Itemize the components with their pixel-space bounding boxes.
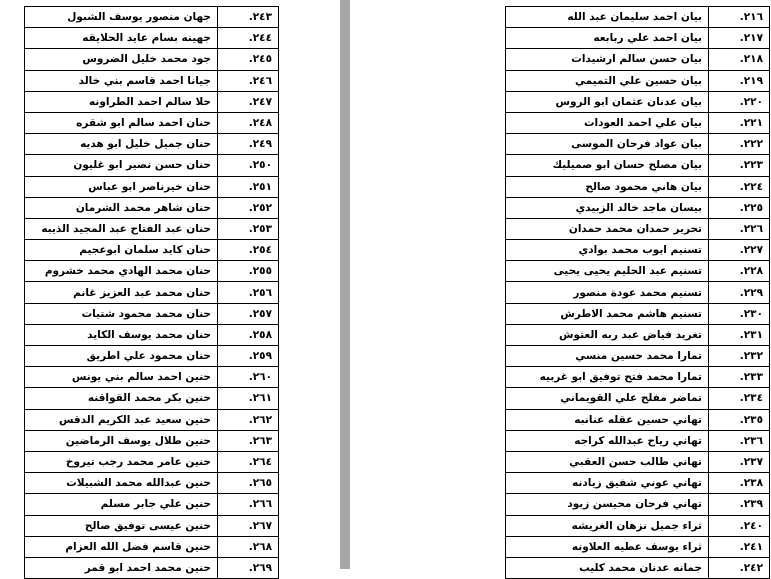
- student-name: حنين سعيد عبد الكريم الدقس: [25, 409, 218, 430]
- row-number: ٢١٨.: [709, 49, 770, 70]
- table-row: [506, 515, 770, 536]
- student-name: ثراء يوسف عطيه العلاونه: [506, 536, 709, 557]
- row-number: ٢٤١.: [709, 536, 770, 557]
- student-name: تهاني رياح عبدالله كراجه: [506, 430, 709, 451]
- student-name: تهاني عوني شفيق زيادنه: [506, 473, 709, 494]
- table-row: [25, 261, 279, 282]
- table-row: [25, 112, 279, 133]
- row-number: ٢٢٨.: [709, 261, 770, 282]
- student-name: بيان علي احمد العودات: [506, 112, 709, 133]
- names-table-right: [505, 6, 770, 579]
- row-number: ٢٦٤.: [218, 451, 279, 472]
- table-row: [506, 49, 770, 70]
- table-row: [25, 515, 279, 536]
- student-name: بيان هاني محمود صالح: [506, 176, 709, 197]
- row-number: ٢٢٠.: [709, 91, 770, 112]
- row-number: ٢٣٤.: [709, 388, 770, 409]
- table-row: [506, 91, 770, 112]
- row-number: ٢٦٩.: [218, 557, 279, 578]
- student-name: حنان كايد سلمان ابوعجيم: [25, 240, 218, 261]
- table-row: [506, 473, 770, 494]
- student-name: حنان محمود علي اطريق: [25, 346, 218, 367]
- student-name: تهاني فرحان محيسن زيود: [506, 494, 709, 515]
- row-number: ٢٣٣.: [709, 367, 770, 388]
- table-row: [506, 388, 770, 409]
- student-name: بيان حسين علي التميمي: [506, 70, 709, 91]
- student-name: حنين عبدالله محمد الشبيلات: [25, 473, 218, 494]
- table-row: [25, 91, 279, 112]
- student-name: حنين محمد احمد ابو قمر: [25, 557, 218, 578]
- table-row: [506, 367, 770, 388]
- table-row: [506, 536, 770, 557]
- row-number: ٢٥٥.: [218, 261, 279, 282]
- row-number: ٢٥٢.: [218, 197, 279, 218]
- row-number: ٢٢٧.: [709, 240, 770, 261]
- student-name: حنان حسن نصير ابو غليون: [25, 155, 218, 176]
- right-page: [350, 0, 771, 574]
- table-row: [25, 536, 279, 557]
- student-name: جهان منصور يوسف الشبول: [25, 7, 218, 28]
- row-number: ٢٥٣.: [218, 218, 279, 239]
- student-name: بيان عواد فرحان الموسى: [506, 134, 709, 155]
- row-number: ٢٤٣.: [218, 7, 279, 28]
- student-name: بيان احمد سليمان عبد الله: [506, 7, 709, 28]
- row-number: ٢٥٦.: [218, 282, 279, 303]
- student-name: حنين احمد سالم بني يونس: [25, 367, 218, 388]
- table-row: [25, 303, 279, 324]
- row-number: ٢٤٩.: [218, 134, 279, 155]
- row-number: ٢٣٦.: [709, 430, 770, 451]
- table-row: [506, 557, 770, 578]
- student-name: جهينه بسام عايد الحلايقه: [25, 28, 218, 49]
- row-number: ٢٦١.: [218, 388, 279, 409]
- student-name: حنين بكر محمد القواقنه: [25, 388, 218, 409]
- row-number: ٢١٧.: [709, 28, 770, 49]
- table-row: [25, 388, 279, 409]
- row-number: ٢٣٩.: [709, 494, 770, 515]
- table-row: [506, 176, 770, 197]
- student-name: جود محمد خليل الضروس: [25, 49, 218, 70]
- row-number: ٢٤٢.: [709, 557, 770, 578]
- row-number: ٢٣٥.: [709, 409, 770, 430]
- table-row: [25, 430, 279, 451]
- student-name: حنين عامر محمد رجب تيروخ: [25, 451, 218, 472]
- row-number: ٢٢٦.: [709, 218, 770, 239]
- student-name: حنان شاهر محمد الشرمان: [25, 197, 218, 218]
- student-name: تمارا محمد فتح توفيق ابو غربيه: [506, 367, 709, 388]
- row-number: ٢٦٣.: [218, 430, 279, 451]
- row-number: ٢٥٩.: [218, 346, 279, 367]
- table-row: [506, 282, 770, 303]
- student-name: حنان جميل خليل ابو هديه: [25, 134, 218, 155]
- student-name: بيسان ماجد خالد الزبيدي: [506, 197, 709, 218]
- table-row: [506, 409, 770, 430]
- row-number: ٢٢٢.: [709, 134, 770, 155]
- row-number: ٢٦٧.: [218, 515, 279, 536]
- row-number: ٢١٩.: [709, 70, 770, 91]
- row-number: ٢٦٢.: [218, 409, 279, 430]
- student-name: حنان محمد محمود شتيات: [25, 303, 218, 324]
- row-number: ٢٦٥.: [218, 473, 279, 494]
- table-row: [506, 494, 770, 515]
- student-name: ثراء جميل نزهان الغريشه: [506, 515, 709, 536]
- row-number: ٢٤٧.: [218, 91, 279, 112]
- table-row: [25, 70, 279, 91]
- row-number: ٢٣٨.: [709, 473, 770, 494]
- row-number: ٢٤٤.: [218, 28, 279, 49]
- table-row: [506, 7, 770, 28]
- row-number: ٢٥٠.: [218, 155, 279, 176]
- table-row: [506, 112, 770, 133]
- student-name: تسنيم عبد الحليم يحيى يحيى: [506, 261, 709, 282]
- student-name: حنان محمد عبد العزيز غانم: [25, 282, 218, 303]
- row-number: ٢٣٧.: [709, 451, 770, 472]
- student-name: تهاني حسين عقله عنانبه: [506, 409, 709, 430]
- row-number: ٢٢٩.: [709, 282, 770, 303]
- table-row: [25, 176, 279, 197]
- page-gutter: [340, 0, 350, 569]
- student-name: تحرير حمدان محمد حمدان: [506, 218, 709, 239]
- student-name: حنين طلال يوسف الرماضين: [25, 430, 218, 451]
- student-name: حنان عبد الفتاح عبد المجيد الذيبه: [25, 218, 218, 239]
- row-number: ٢٥١.: [218, 176, 279, 197]
- table-row: [25, 346, 279, 367]
- student-name: بيان عدنان عثمان ابو الروس: [506, 91, 709, 112]
- table-row: [25, 155, 279, 176]
- row-number: ٢٤٦.: [218, 70, 279, 91]
- student-name: تسنيم محمد عودة منصور: [506, 282, 709, 303]
- student-name: بيان حسن سالم ارشيدات: [506, 49, 709, 70]
- student-name: تهاني طالب حسن العقبي: [506, 451, 709, 472]
- student-name: تماضر مفلح علي القويماني: [506, 388, 709, 409]
- student-name: حنان محمد الهادي محمد خشروم: [25, 261, 218, 282]
- table-row: [506, 218, 770, 239]
- table-row: [506, 134, 770, 155]
- row-number: ٢٦٠.: [218, 367, 279, 388]
- table-row: [506, 303, 770, 324]
- student-name: تسنيم ايوب محمد بوادي: [506, 240, 709, 261]
- student-name: بيان احمد علي ربابعه: [506, 28, 709, 49]
- table-row: [25, 197, 279, 218]
- table-row: [25, 282, 279, 303]
- table-row: [506, 324, 770, 345]
- table-row: [25, 134, 279, 155]
- student-name: جيانا احمد قاسم بني خالد: [25, 70, 218, 91]
- table-row: [506, 346, 770, 367]
- table-row: [25, 557, 279, 578]
- row-number: ٢٥٤.: [218, 240, 279, 261]
- row-number: ٢٤٥.: [218, 49, 279, 70]
- table-row: [506, 430, 770, 451]
- row-number: ٢٤٠.: [709, 515, 770, 536]
- table-row: [25, 240, 279, 261]
- student-name: حنين عيسى توفيق صالح: [25, 515, 218, 536]
- row-number: ٢١٦.: [709, 7, 770, 28]
- row-number: ٢٢٣.: [709, 155, 770, 176]
- table-row: [506, 155, 770, 176]
- student-name: حنين قاسم فضل الله العزام: [25, 536, 218, 557]
- student-name: حلا سالم احمد الطراونه: [25, 91, 218, 112]
- row-number: ٢٣١.: [709, 324, 770, 345]
- row-number: ٢٢٤.: [709, 176, 770, 197]
- table-row: [506, 197, 770, 218]
- table-row: [25, 324, 279, 345]
- student-name: تمارا محمد حسين منسي: [506, 346, 709, 367]
- names-table-left: [24, 6, 279, 579]
- table-row: [506, 28, 770, 49]
- student-name: حنان محمد يوسف الكايد: [25, 324, 218, 345]
- table-row: [506, 261, 770, 282]
- table-row: [25, 494, 279, 515]
- student-name: جمانه عدنان محمد كليب: [506, 557, 709, 578]
- row-number: ٢٢١.: [709, 112, 770, 133]
- student-name: حنين علي جابر مسلم: [25, 494, 218, 515]
- table-row: [25, 367, 279, 388]
- student-name: بيان مصلح حسان ابو صميليك: [506, 155, 709, 176]
- table-row: [25, 473, 279, 494]
- table-row: [25, 409, 279, 430]
- student-name: تغريد فياض عبد ربه العثوش: [506, 324, 709, 345]
- row-number: ٢٣٢.: [709, 346, 770, 367]
- table-row: [25, 28, 279, 49]
- table-row: [25, 218, 279, 239]
- table-row: [506, 70, 770, 91]
- student-name: حنان احمد سالم ابو شقره: [25, 112, 218, 133]
- row-number: ٢٥٨.: [218, 324, 279, 345]
- student-name: حنان خيرناصر ابو عباس: [25, 176, 218, 197]
- left-page: [0, 0, 340, 574]
- row-number: ٢٦٨.: [218, 536, 279, 557]
- table-row: [25, 7, 279, 28]
- row-number: ٢٣٠.: [709, 303, 770, 324]
- row-number: ٢٤٨.: [218, 112, 279, 133]
- table-row: [506, 451, 770, 472]
- table-row: [25, 49, 279, 70]
- row-number: ٢٢٥.: [709, 197, 770, 218]
- row-number: ٢٦٦.: [218, 494, 279, 515]
- table-row: [506, 240, 770, 261]
- student-name: تسنيم هاشم محمد الاطرش: [506, 303, 709, 324]
- row-number: ٢٥٧.: [218, 303, 279, 324]
- table-row: [25, 451, 279, 472]
